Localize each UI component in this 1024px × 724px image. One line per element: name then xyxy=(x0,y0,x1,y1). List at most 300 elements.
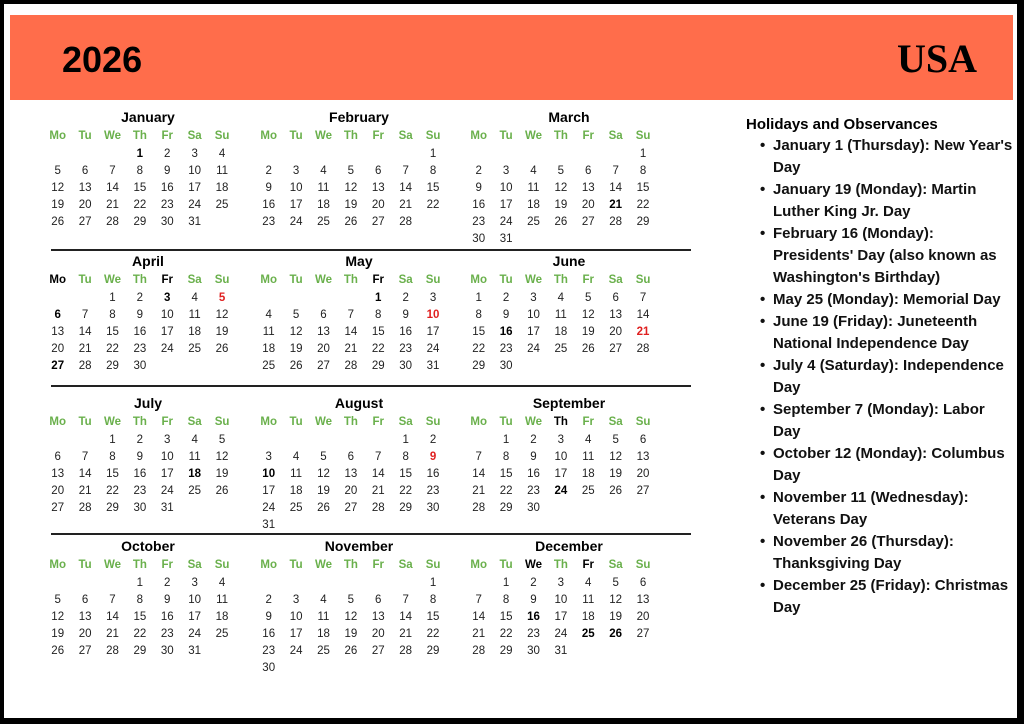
day-cell: 29 xyxy=(133,216,147,228)
empty-day-cell xyxy=(392,146,419,163)
day-cell: 22 xyxy=(133,199,147,211)
week-row xyxy=(44,341,244,358)
day-cell: 20 xyxy=(609,326,623,338)
week-row xyxy=(255,660,455,677)
day-cell: 27 xyxy=(636,628,650,640)
holiday-text: January 19 (Monday): Martin Luther King Jr. Day xyxy=(773,181,977,220)
day-cell: 20 xyxy=(371,628,385,640)
day-cell: 18 xyxy=(215,611,229,623)
empty-day-cell xyxy=(71,146,98,163)
day-cell: 3 xyxy=(292,594,300,606)
empty-day-cell xyxy=(282,517,309,534)
day-cell: 22 xyxy=(499,485,513,497)
day-cell: 9 xyxy=(265,611,272,623)
day-cell: 3 xyxy=(557,434,565,446)
day-cell: 26 xyxy=(581,343,595,355)
week-row xyxy=(255,214,455,231)
day-cell: 23 xyxy=(527,485,540,497)
weekday-label: Fr xyxy=(161,416,173,428)
month-january xyxy=(44,108,244,231)
day-cell: 22 xyxy=(399,485,413,497)
day-cell: 21 xyxy=(636,326,650,338)
weekday-label: Fr xyxy=(372,559,384,571)
weekday-label: Sa xyxy=(187,416,202,428)
empty-day-cell xyxy=(465,432,492,449)
empty-day-cell xyxy=(419,214,446,231)
bullet-icon: • xyxy=(760,577,766,594)
day-cell: 6 xyxy=(81,165,89,177)
day-cell: 27 xyxy=(636,485,650,497)
day-cell: 2 xyxy=(475,165,482,177)
day-cell: 31 xyxy=(160,502,174,514)
day-cell: 2 xyxy=(265,165,272,177)
day-cell: 21 xyxy=(78,485,92,497)
day-cell: 10 xyxy=(160,451,174,463)
weekday-label: Sa xyxy=(187,130,202,142)
day-cell: 22 xyxy=(636,199,650,211)
day-cell: 18 xyxy=(527,199,540,211)
day-cell: 5 xyxy=(585,292,592,304)
country-title: USA xyxy=(896,36,977,81)
week-row xyxy=(255,341,455,358)
empty-day-cell xyxy=(99,575,126,592)
weekday-label: Th xyxy=(553,274,568,286)
weekday-label: Su xyxy=(635,416,651,428)
day-cell: 26 xyxy=(215,485,229,497)
day-cell: 21 xyxy=(609,199,623,211)
weekday-label: Th xyxy=(343,559,358,571)
day-cell: 15 xyxy=(106,468,119,480)
day-cell: 8 xyxy=(136,165,144,177)
weekday-header-row xyxy=(44,557,244,574)
month-title: January xyxy=(121,109,175,125)
holidays-panel xyxy=(746,115,1016,619)
weekday-label: Tu xyxy=(499,274,513,286)
holiday-item xyxy=(746,289,1016,311)
day-cell: 8 xyxy=(375,309,382,321)
day-cell: 5 xyxy=(54,594,61,606)
empty-day-cell xyxy=(337,432,364,449)
empty-day-cell xyxy=(520,231,547,248)
day-cell: 18 xyxy=(554,326,568,338)
holiday-list xyxy=(746,135,1016,619)
week-row xyxy=(255,575,455,592)
day-cell: 12 xyxy=(51,182,65,194)
weekday-header-row xyxy=(255,128,455,145)
weekday-label: Su xyxy=(635,559,651,571)
day-cell: 14 xyxy=(371,468,385,480)
week-row xyxy=(465,214,665,231)
day-cell: 27 xyxy=(371,645,385,657)
week-row xyxy=(465,483,665,500)
empty-day-cell xyxy=(365,432,392,449)
day-cell: 13 xyxy=(78,611,92,623)
day-cell: 6 xyxy=(320,309,327,321)
empty-day-cell xyxy=(365,517,392,534)
day-cell: 2 xyxy=(136,434,144,446)
month-february xyxy=(255,108,455,231)
day-cell: 17 xyxy=(160,326,174,338)
day-cell: 11 xyxy=(290,468,303,480)
week-row xyxy=(44,214,244,231)
day-cell: 9 xyxy=(475,182,482,194)
week-row xyxy=(465,609,665,626)
weekday-label: Su xyxy=(214,274,230,286)
day-cell: 31 xyxy=(188,216,202,228)
day-cell: 16 xyxy=(133,468,147,480)
weekday-label: Sa xyxy=(608,559,623,571)
empty-day-cell xyxy=(547,231,574,248)
day-cell: 19 xyxy=(215,326,229,338)
day-cell: 8 xyxy=(429,594,437,606)
empty-day-cell xyxy=(419,660,446,677)
day-cell: 11 xyxy=(317,611,330,623)
day-cell: 7 xyxy=(612,165,619,177)
day-cell: 31 xyxy=(499,233,513,245)
day-cell: 26 xyxy=(609,485,623,497)
day-cell: 14 xyxy=(399,611,413,623)
weekday-label: Mo xyxy=(260,559,277,571)
day-cell: 7 xyxy=(81,309,89,321)
weekday-label: Th xyxy=(343,416,358,428)
week-row xyxy=(44,609,244,626)
weekday-label: Sa xyxy=(398,130,413,142)
day-cell: 16 xyxy=(160,182,174,194)
day-cell: 9 xyxy=(164,594,171,606)
holiday-text: September 7 (Monday): Labor Day xyxy=(773,401,985,440)
empty-day-cell xyxy=(365,660,392,677)
row-divider xyxy=(51,249,691,251)
weekday-label: Mo xyxy=(49,274,66,286)
holiday-item xyxy=(746,179,1016,223)
day-cell: 14 xyxy=(78,468,92,480)
day-cell: 3 xyxy=(191,577,198,589)
day-cell: 8 xyxy=(402,451,409,463)
weekday-label: We xyxy=(103,559,121,571)
day-cell: 8 xyxy=(502,451,510,463)
day-cell: 27 xyxy=(344,502,358,514)
day-cell: 25 xyxy=(215,628,229,640)
weekday-label: Th xyxy=(132,274,147,286)
day-cell: 4 xyxy=(557,292,565,304)
empty-day-cell xyxy=(602,231,629,248)
day-cell: 25 xyxy=(215,199,229,211)
day-cell: 1 xyxy=(429,148,437,160)
holiday-item xyxy=(746,311,1016,355)
week-row xyxy=(465,341,665,358)
bullet-icon: • xyxy=(760,357,766,374)
empty-day-cell xyxy=(602,500,629,517)
empty-day-cell xyxy=(629,231,656,248)
day-cell: 4 xyxy=(265,309,272,321)
day-cell: 20 xyxy=(78,199,92,211)
day-cell: 1 xyxy=(502,434,510,446)
weekday-label: Fr xyxy=(582,130,594,142)
day-cell: 16 xyxy=(527,611,540,623)
weekday-header-row xyxy=(465,272,665,289)
day-cell: 12 xyxy=(289,326,303,338)
day-cell: 11 xyxy=(262,326,275,338)
day-cell: 15 xyxy=(133,182,147,194)
weekday-header-row xyxy=(255,272,455,289)
day-cell: 12 xyxy=(344,182,358,194)
day-cell: 10 xyxy=(289,611,303,623)
weekday-label: Th xyxy=(553,559,568,571)
day-cell: 20 xyxy=(78,628,92,640)
day-cell: 18 xyxy=(317,199,330,211)
day-cell: 14 xyxy=(399,182,413,194)
empty-day-cell xyxy=(44,290,71,307)
day-cell: 26 xyxy=(51,216,65,228)
day-cell: 27 xyxy=(78,216,92,228)
empty-day-cell xyxy=(310,660,337,677)
week-row xyxy=(44,575,244,592)
empty-day-cell xyxy=(208,358,235,375)
holiday-item xyxy=(746,399,1016,443)
week-row xyxy=(44,592,244,609)
weekday-header-row xyxy=(44,128,244,145)
weekday-header-row xyxy=(255,557,455,574)
day-cell: 4 xyxy=(320,594,327,606)
day-cell: 25 xyxy=(527,216,540,228)
day-cell: 7 xyxy=(402,165,409,177)
week-row xyxy=(44,643,244,660)
empty-day-cell xyxy=(154,358,181,375)
empty-day-cell xyxy=(520,146,547,163)
empty-day-cell xyxy=(629,358,656,375)
weekday-label: Fr xyxy=(161,130,173,142)
weekday-label: Mo xyxy=(49,416,66,428)
day-cell: 22 xyxy=(106,485,119,497)
week-row xyxy=(44,432,244,449)
day-cell: 19 xyxy=(609,611,623,623)
day-cell: 30 xyxy=(160,645,174,657)
week-row xyxy=(465,449,665,466)
empty-day-cell xyxy=(310,575,337,592)
weekday-label: Tu xyxy=(289,559,303,571)
day-cell: 26 xyxy=(289,360,303,372)
empty-day-cell xyxy=(575,146,602,163)
day-cell: 24 xyxy=(188,628,202,640)
day-cell: 24 xyxy=(262,502,276,514)
day-cell: 18 xyxy=(188,468,202,480)
day-cell: 3 xyxy=(191,148,198,160)
day-cell: 11 xyxy=(188,451,201,463)
day-cell: 12 xyxy=(317,468,330,480)
day-cell: 28 xyxy=(399,216,413,228)
empty-day-cell xyxy=(575,231,602,248)
empty-day-cell xyxy=(44,432,71,449)
day-cell: 13 xyxy=(636,594,650,606)
empty-day-cell xyxy=(208,214,235,231)
week-row xyxy=(44,466,244,483)
week-row xyxy=(255,483,455,500)
day-cell: 29 xyxy=(106,502,119,514)
day-cell: 19 xyxy=(581,326,595,338)
day-cell: 3 xyxy=(530,292,537,304)
weekday-label: Fr xyxy=(161,559,173,571)
empty-day-cell xyxy=(337,290,364,307)
day-cell: 28 xyxy=(106,645,119,657)
week-row xyxy=(255,180,455,197)
empty-day-cell xyxy=(547,146,574,163)
day-cell: 17 xyxy=(499,199,513,211)
week-row xyxy=(465,466,665,483)
day-cell: 4 xyxy=(585,434,592,446)
day-cell: 4 xyxy=(218,148,226,160)
day-cell: 25 xyxy=(317,216,330,228)
day-cell: 16 xyxy=(499,326,513,338)
day-cell: 25 xyxy=(554,343,568,355)
day-cell: 10 xyxy=(188,594,202,606)
day-cell: 2 xyxy=(530,577,537,589)
weekday-label: Su xyxy=(635,274,651,286)
weekday-label: Mo xyxy=(260,130,277,142)
day-cell: 17 xyxy=(426,326,440,338)
day-cell: 14 xyxy=(472,468,486,480)
day-cell: 6 xyxy=(54,309,61,321)
day-cell: 2 xyxy=(502,292,510,304)
day-cell: 7 xyxy=(109,165,116,177)
day-cell: 27 xyxy=(581,216,595,228)
day-cell: 30 xyxy=(426,502,440,514)
week-row xyxy=(465,180,665,197)
weekday-label: Th xyxy=(132,416,147,428)
weekday-label: Mo xyxy=(260,274,277,286)
header-band xyxy=(10,15,1013,100)
day-cell: 3 xyxy=(502,165,510,177)
week-row xyxy=(44,449,244,466)
day-cell: 17 xyxy=(554,611,568,623)
day-cell: 13 xyxy=(51,326,65,338)
day-cell: 6 xyxy=(81,594,89,606)
week-row xyxy=(465,290,665,307)
day-cell: 20 xyxy=(636,468,650,480)
day-cell: 14 xyxy=(106,611,119,623)
day-cell: 18 xyxy=(289,485,303,497)
day-cell: 25 xyxy=(188,485,202,497)
day-cell: 29 xyxy=(472,360,486,372)
day-cell: 29 xyxy=(399,502,413,514)
day-cell: 4 xyxy=(191,434,198,446)
day-cell: 3 xyxy=(557,577,565,589)
day-cell: 8 xyxy=(639,165,647,177)
day-cell: 20 xyxy=(581,199,595,211)
weekday-label: Su xyxy=(214,559,230,571)
day-cell: 23 xyxy=(133,485,147,497)
weekday-label: Th xyxy=(132,559,147,571)
holiday-text: October 12 (Monday): Columbus Day xyxy=(773,445,1005,484)
day-cell: 6 xyxy=(639,577,647,589)
day-cell: 9 xyxy=(164,165,171,177)
day-cell: 9 xyxy=(265,182,272,194)
week-row xyxy=(44,180,244,197)
weekday-label: We xyxy=(524,416,542,428)
day-cell: 6 xyxy=(612,292,619,304)
weekday-label: Su xyxy=(425,274,441,286)
day-cell: 5 xyxy=(218,434,226,446)
empty-day-cell xyxy=(310,290,337,307)
day-cell: 27 xyxy=(78,645,92,657)
weekday-label: Su xyxy=(425,416,441,428)
day-cell: 16 xyxy=(262,628,276,640)
empty-day-cell xyxy=(255,432,282,449)
day-cell: 21 xyxy=(106,628,119,640)
day-cell: 8 xyxy=(136,594,144,606)
month-july xyxy=(44,394,244,517)
day-cell: 28 xyxy=(78,360,92,372)
day-cell: 19 xyxy=(51,199,65,211)
day-cell: 1 xyxy=(136,577,144,589)
week-row xyxy=(465,592,665,609)
day-cell: 9 xyxy=(402,309,409,321)
empty-day-cell xyxy=(310,146,337,163)
day-cell: 8 xyxy=(429,165,437,177)
weekday-label: Fr xyxy=(372,274,384,286)
day-cell: 17 xyxy=(262,485,276,497)
day-cell: 14 xyxy=(78,326,92,338)
day-cell: 23 xyxy=(499,343,513,355)
day-cell: 1 xyxy=(136,148,144,160)
month-march xyxy=(465,108,665,248)
day-cell: 30 xyxy=(160,216,174,228)
weekday-label: Tu xyxy=(78,274,92,286)
day-cell: 13 xyxy=(371,611,385,623)
empty-day-cell xyxy=(547,358,574,375)
day-cell: 27 xyxy=(51,502,65,514)
day-cell: 29 xyxy=(133,645,147,657)
day-cell: 31 xyxy=(262,519,276,531)
day-cell: 1 xyxy=(402,434,409,446)
month-december xyxy=(465,537,665,660)
day-cell: 21 xyxy=(344,343,358,355)
day-cell: 19 xyxy=(51,628,65,640)
day-cell: 22 xyxy=(426,199,440,211)
day-cell: 22 xyxy=(472,343,486,355)
day-cell: 8 xyxy=(109,451,116,463)
day-cell: 24 xyxy=(527,343,540,355)
empty-day-cell xyxy=(255,575,282,592)
month-june xyxy=(465,252,665,375)
day-cell: 11 xyxy=(317,182,330,194)
weekday-label: Sa xyxy=(608,416,623,428)
day-cell: 1 xyxy=(109,292,116,304)
weekday-label: Su xyxy=(214,130,230,142)
weekday-label: Tu xyxy=(289,416,303,428)
week-row xyxy=(255,466,455,483)
day-cell: 24 xyxy=(554,628,568,640)
week-row xyxy=(465,307,665,324)
day-cell: 11 xyxy=(582,594,595,606)
month-title: August xyxy=(334,395,384,411)
day-cell: 1 xyxy=(429,577,437,589)
empty-day-cell xyxy=(282,290,309,307)
day-cell: 27 xyxy=(51,360,65,372)
empty-day-cell xyxy=(255,146,282,163)
day-cell: 30 xyxy=(399,360,413,372)
weekday-label: Fr xyxy=(372,130,384,142)
month-title: December xyxy=(535,538,603,554)
month-september xyxy=(465,394,665,517)
week-row xyxy=(465,575,665,592)
day-cell: 9 xyxy=(502,309,510,321)
day-cell: 26 xyxy=(554,216,568,228)
day-cell: 12 xyxy=(215,451,229,463)
day-cell: 10 xyxy=(426,309,440,321)
day-cell: 12 xyxy=(581,309,595,321)
month-title: March xyxy=(548,109,590,125)
week-row xyxy=(465,231,665,248)
